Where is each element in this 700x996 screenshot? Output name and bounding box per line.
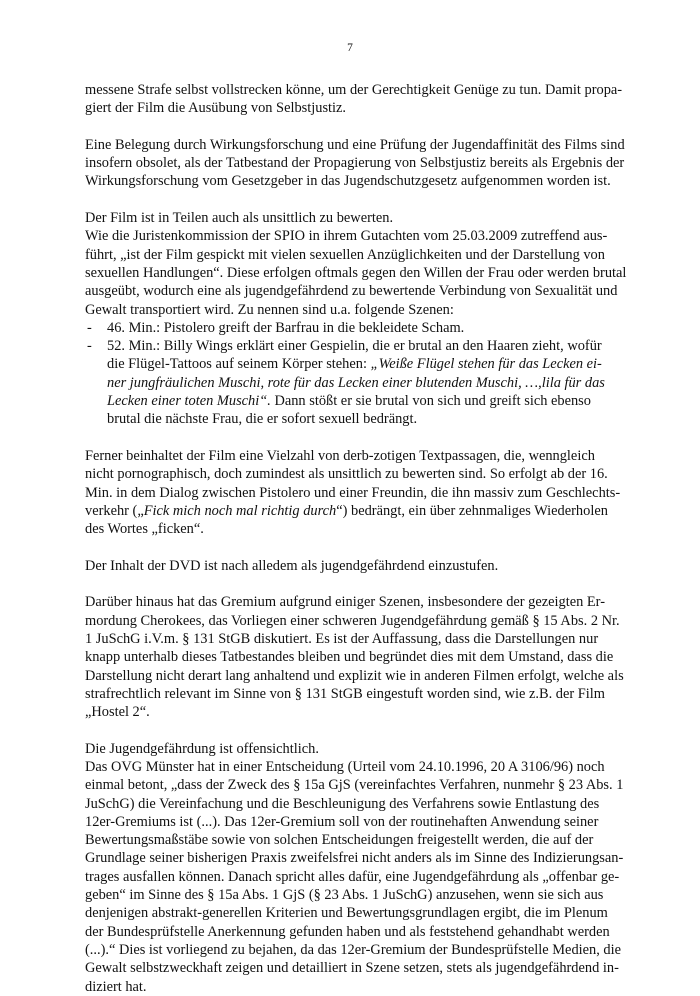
text-line: Das OVG Münster hat in einer Entscheidung (Urteil vom 24.10.1996, 20 A 3106/96) noch — [85, 758, 605, 775]
text-run: verkehr („ — [85, 502, 144, 519]
paragraph-conclusion — [85, 557, 623, 575]
paragraph-selbstjustiz-end — [85, 81, 623, 118]
text-line: Darüber hinaus hat das Gremium aufgrund einiger Szenen, insbesondere der gezeigten Er- — [85, 594, 605, 611]
text-line: Darstellung nicht derart lang anhaltend und explizit wie in anderen Filmen erfolgt, welche als — [85, 667, 624, 684]
text-line: (...).“ Dies ist vorliegend zu bejahen, da das 12er-Gremium der Bundesprüfstelle Medien, die — [85, 941, 621, 958]
bullet-dash: - — [87, 319, 92, 336]
text-line: JuSchG) die Vereinfachung und die Beschleunigung des Verfahrens sowie Entlastung des — [85, 795, 600, 812]
text-line: diziert hat. — [85, 978, 147, 995]
scene-text: 46. Min.: Pistolero greift der Barfrau in die bekleidete Scham. — [107, 319, 465, 336]
text-line: der Bundesprüfstelle Anerkennung gefunden haben und als feststehend gehandhabt werden — [85, 923, 610, 940]
paragraph-schwere-jugendgefaehrdung — [85, 593, 623, 721]
scene-text: 52. Min.: Billy Wings erklärt einer Gespielin, die er brutal an den Haaren zieht, wofür — [107, 338, 602, 355]
text-line: geben“ im Sinne des § 15a Abs. 1 GjS (§ 23 Abs. 1 JuSchG) anzusehen, wenn sie sich aus — [85, 887, 604, 904]
text-line: strafrechtlich relevant im Sinne von § 131 StGB eingestuft worden sind, wie z.B. der Film — [85, 685, 605, 702]
text-line: 1 JuSchG i.V.m. § 131 StGB diskutiert. Es ist der Auffassung, dass die Darstellungen nur — [85, 630, 599, 647]
quote-text: „Weiße Flügel stehen für das Lecken ei- — [370, 356, 602, 373]
scene-text: die Flügel-Tattoos auf seinem Körper stehen: — [107, 356, 371, 373]
text-line: messene Strafe selbst vollstrecken könne, um der Gerechtigkeit Genüge zu tun. Damit propa- — [85, 82, 623, 98]
text-line: nicht pornographisch, doch zumindest als unsittlich zu bewerten sind. So erfolgt ab der 16. — [85, 466, 608, 483]
scene-text: Dann stößt er sie brutal von sich und greift sich ebenso — [270, 393, 591, 410]
scene-continuation — [85, 374, 623, 392]
text-line — [85, 502, 623, 520]
text-line: sexuellen Handlungen“. Diese erfolgen oftmals gegen den Willen der Frau oder werden brutal — [85, 264, 627, 281]
text-line: Wirkungsforschung vom Gesetzgeber in das Jugendschutzgesetz aufgenommen worden ist. — [85, 173, 611, 190]
text-line: Der Inhalt der DVD ist nach alledem als jugendgefährdend einzustufen. — [85, 557, 499, 574]
text-line: ausgeübt, wodurch eine als jugendgefährdend zu bewertende Verbindung von Sexualität und — [85, 283, 618, 300]
text-line: führt, „ist der Film gespickt mit vielen sexuellen Anzüglichkeiten und der Darstellung von — [85, 246, 605, 263]
scene-continuation — [85, 355, 623, 373]
scene-list-item — [85, 319, 623, 337]
page-body — [85, 81, 627, 996]
text-line: insofern obsolet, als der Tatbestand der Propagierung von Selbstjustiz bereits als Ergebnis der — [85, 155, 625, 172]
text-line: des Wortes „ficken“. — [85, 521, 204, 538]
page-number: 7 — [347, 42, 353, 54]
text-line: denjenigen abstrakt-generellen Kriterien und Bewertungsgrundlagen ergibt, die im Plenum — [85, 905, 608, 922]
text-line: Ferner beinhaltet der Film eine Vielzahl von derb-zotigen Textpassagen, die, wenngleich — [85, 447, 595, 464]
paragraph-unsittlich — [85, 209, 627, 429]
text-line: 12er-Gremiums ist (...). Das 12er-Gremium soll von der routinehaften Anwendung seiner — [85, 813, 599, 830]
paragraph-textpassagen — [85, 447, 623, 538]
quote-text: ner jungfräulichen Muschi, rote für das Lecken einer blutenden Muschi, …,lila für das — [107, 374, 605, 391]
text-line: einmal betont, „dass der Zweck des § 15a GjS (vereinfachtes Verfahren, nunmehr § 23 Abs. 1 — [85, 777, 624, 794]
scene-list-item — [85, 337, 623, 355]
paragraph-wirkungsforschung — [85, 136, 623, 191]
quote-text: Fick mich noch mal richtig durch — [143, 502, 337, 519]
scene-continuation — [85, 392, 623, 410]
text-line: Wie die Juristenkommission der SPIO in ihrem Gutachten vom 25.03.2009 zutreffend aus- — [85, 228, 608, 245]
section-statement: Die Jugendgefährdung ist offensichtlich. — [85, 740, 319, 757]
text-line: Bewertungsmaßstäbe sowie von solchen Entscheidungen freigestellt werden, die auf der — [85, 832, 594, 849]
text-line: trages ausfallen können. Danach spricht alles dafür, eine Jugendgefährdung als „offenbar ge- — [85, 868, 620, 885]
section-statement: Der Film ist in Teilen auch als unsittlich zu bewerten. — [85, 210, 394, 227]
text-line: Eine Belegung durch Wirkungsforschung und eine Prüfung der Jugendaffinität des Films sind — [85, 136, 625, 153]
text-line: Grundlage seiner bisherigen Praxis zweifelsfrei nicht anders als im Sinne des Indizierungsan- — [85, 850, 624, 867]
text-line: Min. in dem Dialog zwischen Pistolero und einer Freundin, die ihn massiv zum Geschlechts- — [85, 484, 621, 501]
scene-text: brutal die nächste Frau, die er sofort sexuell bedrängt. — [107, 411, 418, 428]
text-line: Gewalt transportiert wird. Zu nennen sind u.a. folgende Szenen: — [85, 301, 454, 318]
quote-text: Lecken einer toten Muschi“. — [107, 393, 271, 410]
text-line: giert der Film die Ausübung von Selbstjustiz. — [85, 100, 347, 117]
scene-continuation — [85, 410, 623, 428]
paragraph-ovg-muenster — [85, 740, 623, 996]
text-run: “) bedrängt, ein über zehnmaliges Wiederholen — [336, 502, 608, 519]
text-line: „Hostel 2“. — [85, 704, 150, 721]
text-line: mordung Cherokees, das Vorliegen einer schweren Jugendgefährdung gemäß § 15 Abs. 2 Nr. — [85, 612, 620, 629]
bullet-dash: - — [87, 338, 92, 355]
text-line: Gewalt selbstzweckhaft zeigen und detailliert in Szene setzen, stets als jugendgefährdend in- — [85, 960, 619, 977]
text-line: knapp unterhalb dieses Tatbestandes bleiben und begründet dies mit dem Umstand, dass die — [85, 649, 614, 666]
